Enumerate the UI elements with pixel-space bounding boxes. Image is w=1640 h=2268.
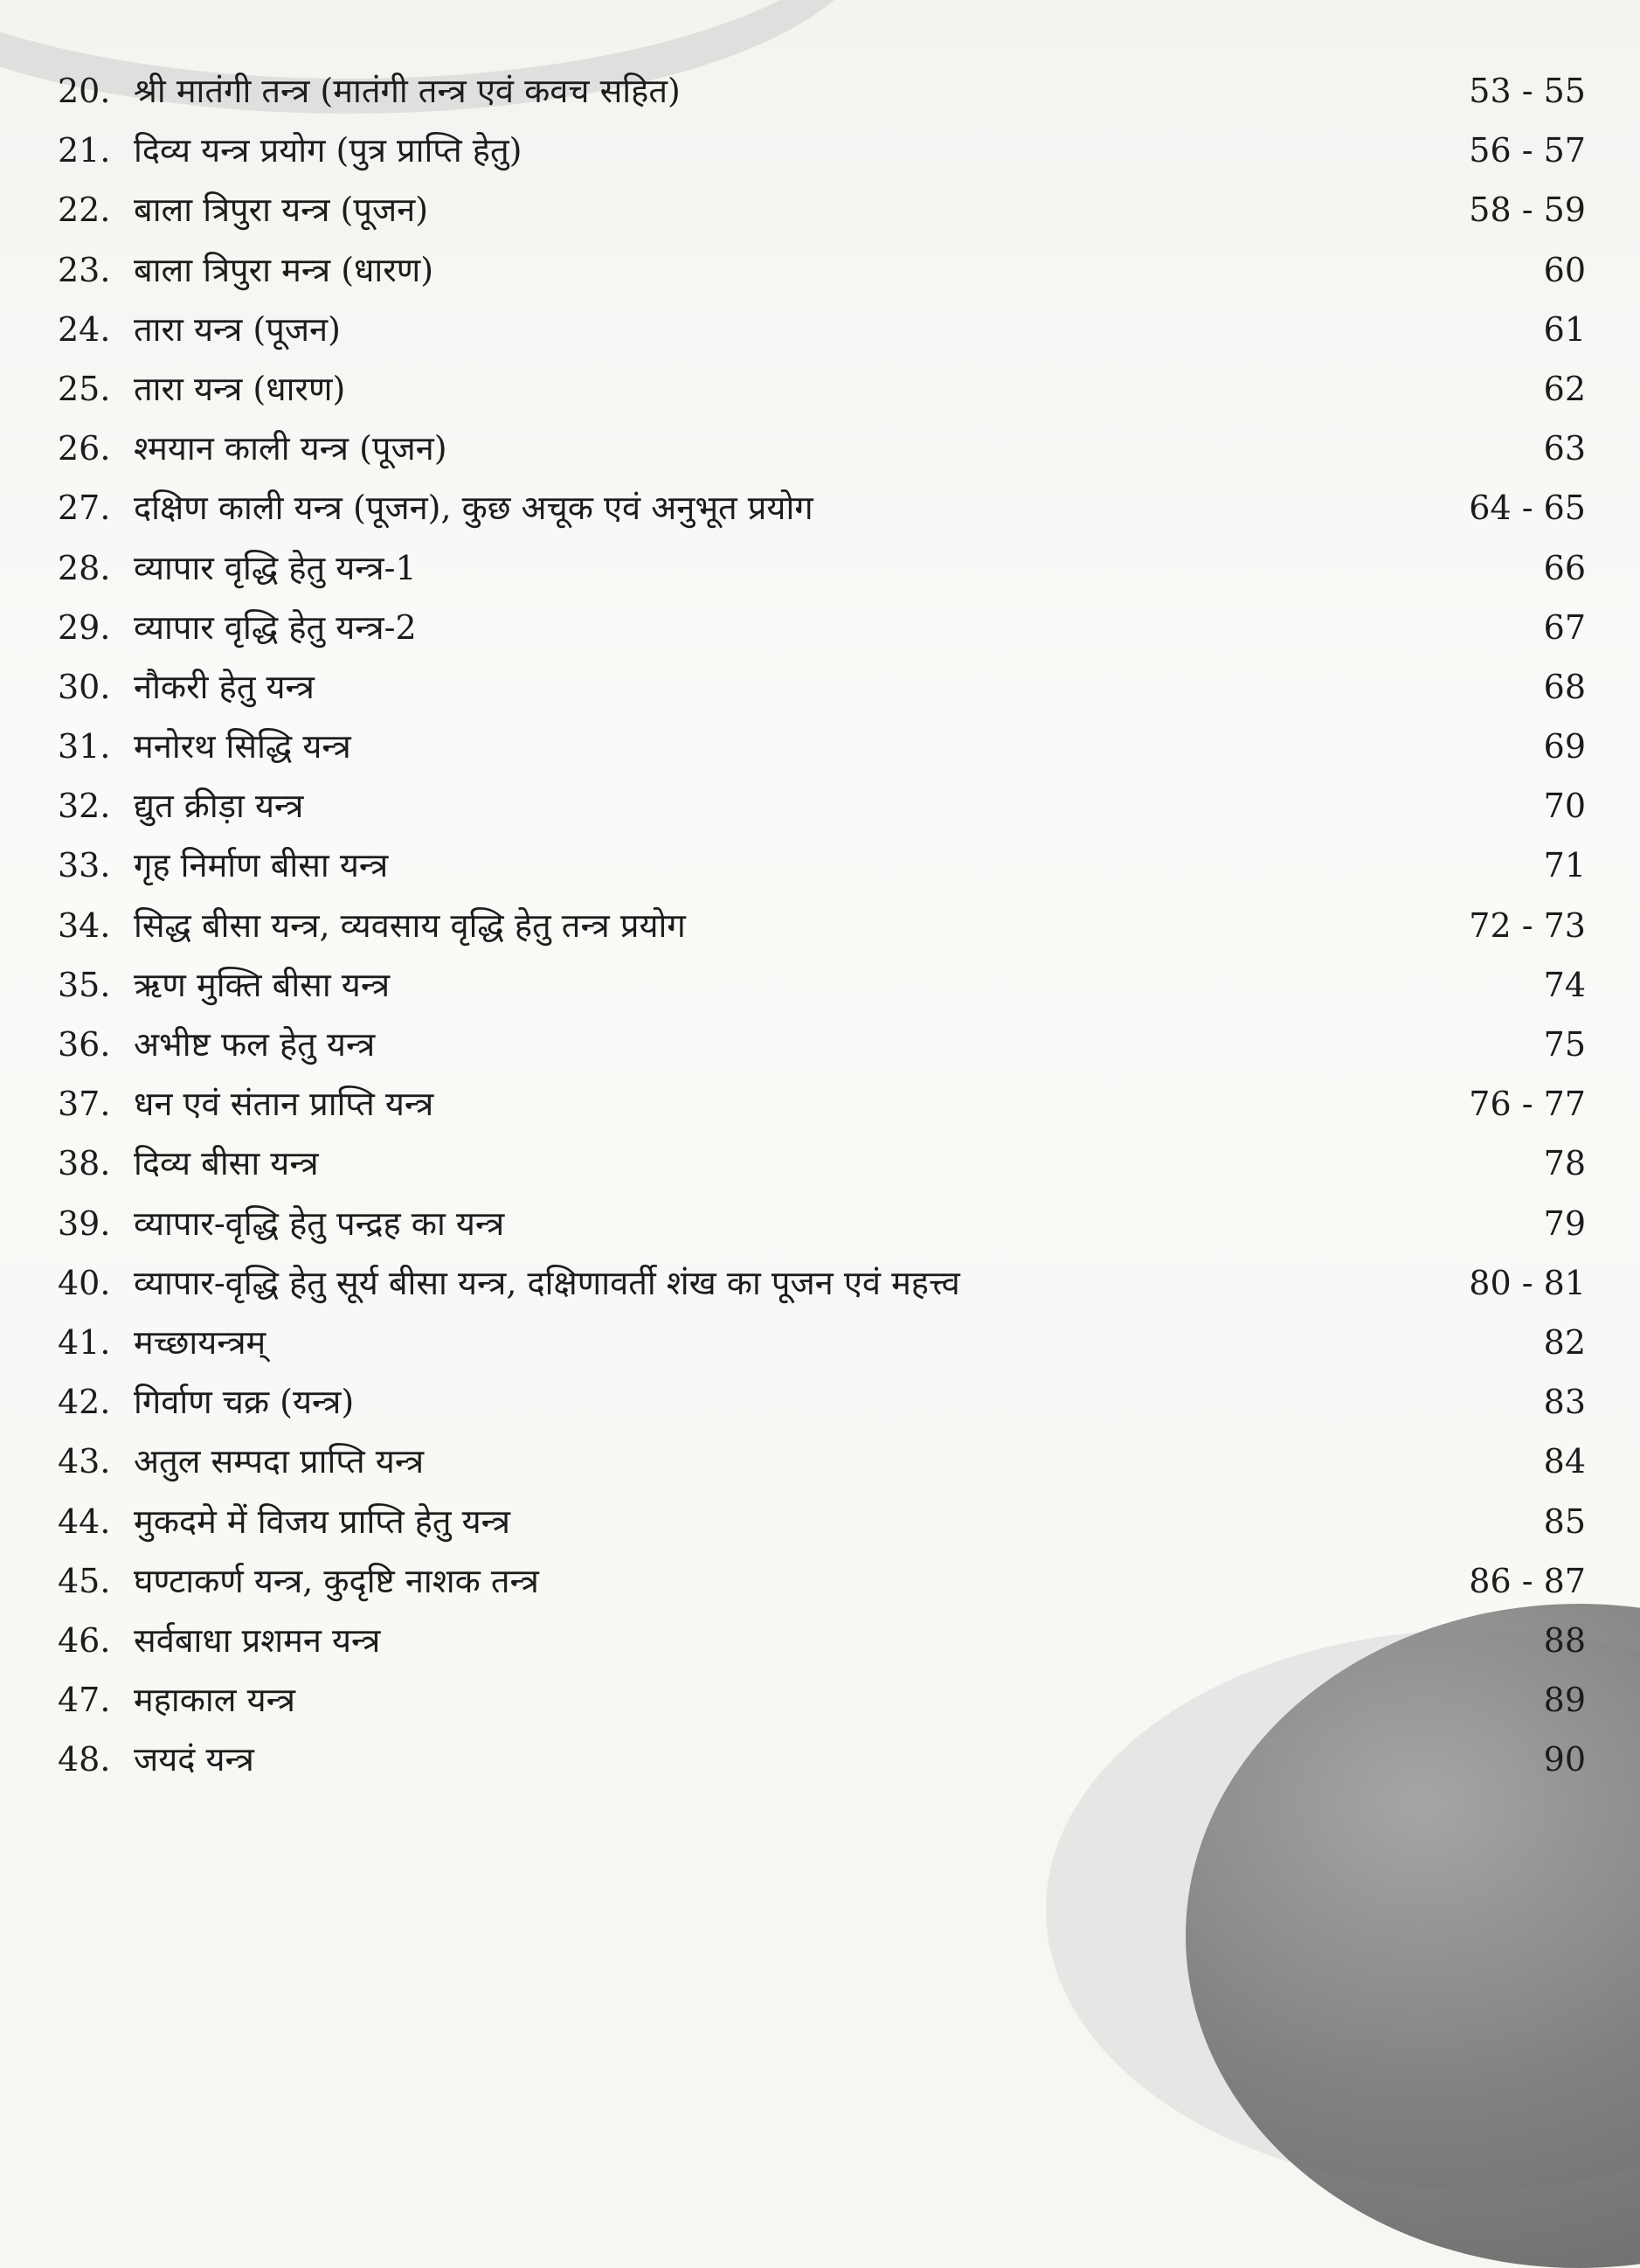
toc-entry-title: व्यापार-वृद्धि हेतु सूर्य बीसा यन्त्र, दक्षिणावर्ती शंख का पूजन एवं महत्त्व [134,1263,960,1302]
toc-entry-title: तारा यन्त्र (धारण) [134,369,346,408]
toc-entry-number: 45. [58,1561,111,1600]
toc-entry-number: 25. [58,369,111,408]
table-of-contents [0,61,1640,1789]
toc-entry [0,1313,1640,1372]
toc-entry-title: जयदं यन्त्र [134,1740,254,1779]
toc-entry-number: 29. [58,607,111,647]
toc-entry-page: 88 [1543,1620,1586,1660]
toc-entry-title: गिर्वाण चक्र (यन्त्र) [134,1383,355,1422]
toc-entry-number: 34. [58,905,111,945]
toc-entry [0,1551,1640,1611]
toc-entry-number: 44. [58,1502,111,1541]
toc-entry [0,1194,1640,1253]
toc-entry-number: 41. [58,1322,111,1362]
toc-entry [0,121,1640,180]
toc-entry-page: 66 [1543,548,1586,587]
toc-entry-title: व्यापार वृद्धि हेतु यन्त्र-1 [134,548,417,587]
toc-entry [0,955,1640,1015]
toc-entry [0,1492,1640,1551]
toc-entry-title: घण्टाकर्ण यन्त्र, कुदृष्टि नाशक तन्त्र [134,1561,539,1600]
toc-entry-title: बाला त्रिपुरा यन्त्र (पूजन) [134,191,429,230]
toc-entry-page: 85 [1543,1502,1586,1541]
toc-entry-page: 75 [1543,1025,1586,1064]
toc-entry-page: 78 [1543,1144,1586,1183]
toc-entry-number: 32. [58,787,111,826]
toc-entry-title: श्री मातंगी तन्त्र (मातंगी तन्त्र एवं कवच सहित) [134,72,681,110]
toc-entry-number: 33. [58,846,111,885]
toc-entry [0,1134,1640,1193]
toc-entry [0,1611,1640,1670]
toc-entry-title: अतुल सम्पदा प्राप्ति यन्त्र [134,1442,425,1481]
toc-entry-page: 69 [1543,727,1586,766]
toc-entry-page: 79 [1543,1203,1586,1243]
toc-entry-page: 74 [1543,965,1586,1004]
toc-entry-page: 68 [1543,667,1586,706]
toc-entry-page: 64 - 65 [1469,489,1586,528]
toc-entry-title: दिव्य यन्त्र प्रयोग (पुत्र प्राप्ति हेतु) [134,131,522,170]
toc-entry-number: 22. [58,191,111,230]
toc-entry-title: महाकाल यन्त्र [134,1681,295,1720]
toc-entry [0,657,1640,717]
toc-entry-page: 60 [1543,250,1586,289]
toc-entry-number: 23. [58,250,111,289]
toc-entry [0,1015,1640,1074]
toc-entry-title: ऋण मुक्ति बीसा यन्त्र [134,965,391,1004]
toc-entry-title: श्मयान काली यन्त्र (पूजन) [134,429,447,468]
toc-entry-title: अभीष्ट फल हेतु यन्त्र [134,1025,376,1064]
toc-entry-number: 43. [58,1442,111,1481]
toc-entry-number: 27. [58,489,111,528]
toc-entry-number: 26. [58,429,111,468]
toc-entry [0,300,1640,359]
toc-entry-page: 89 [1543,1681,1586,1720]
toc-entry-number: 20. [58,72,111,110]
toc-entry-number: 40. [58,1263,111,1302]
toc-entry-number: 39. [58,1203,111,1243]
toc-entry-title: व्यापार-वृद्धि हेतु पन्द्रह का यन्त्र [134,1203,505,1243]
toc-entry [0,836,1640,895]
toc-entry-title: धन एवं संतान प्राप्ति यन्त्र [134,1085,434,1124]
toc-entry-number: 37. [58,1085,111,1124]
toc-entry-number: 38. [58,1144,111,1183]
toc-entry-page: 56 - 57 [1469,131,1586,170]
toc-entry-page: 82 [1543,1322,1586,1362]
toc-entry-number: 35. [58,965,111,1004]
toc-entry [0,419,1640,478]
toc-entry [0,240,1640,300]
toc-entry-number: 36. [58,1025,111,1064]
toc-entry-title: तारा यन्त्र (पूजन) [134,309,341,349]
toc-entry-page: 80 - 81 [1469,1263,1586,1302]
toc-entry-page: 86 - 87 [1469,1561,1586,1600]
toc-entry-page: 76 - 77 [1469,1085,1586,1124]
toc-entry-title: दिव्य बीसा यन्त्र [134,1144,319,1183]
toc-entry-page: 67 [1543,607,1586,647]
toc-entry-page: 53 - 55 [1469,72,1586,110]
toc-entry-number: 42. [58,1383,111,1422]
toc-entry-title: सिद्ध बीसा यन्त्र, व्यवसाय वृद्धि हेतु तन्त्र प्रयोग [134,905,686,945]
toc-entry-number: 24. [58,309,111,349]
toc-entry-number: 31. [58,727,111,766]
toc-entry-page: 83 [1543,1383,1586,1422]
toc-entry-page: 58 - 59 [1469,191,1586,230]
toc-entry [0,1253,1640,1313]
toc-entry [0,61,1640,121]
toc-entry-number: 48. [58,1740,111,1779]
toc-entry [0,478,1640,538]
toc-entry-page: 62 [1543,369,1586,408]
toc-entry-page: 71 [1543,846,1586,885]
toc-entry-title: व्यापार वृद्धि हेतु यन्त्र-2 [134,607,417,647]
toc-entry-page: 61 [1543,309,1586,349]
toc-entry-page: 72 - 73 [1469,905,1586,945]
toc-entry-title: बाला त्रिपुरा मन्त्र (धारण) [134,250,434,289]
toc-entry [0,1670,1640,1730]
toc-entry [0,776,1640,836]
toc-entry-title: गृह निर्माण बीसा यन्त्र [134,846,389,885]
toc-entry-number: 30. [58,667,111,706]
toc-entry-title: नौकरी हेतु यन्त्र [134,667,315,706]
toc-entry-page: 90 [1543,1740,1586,1779]
toc-entry-title: सर्वबाधा प्रशमन यन्त्र [134,1620,381,1660]
toc-entry-title: दक्षिण काली यन्त्र (पूजन), कुछ अचूक एवं अनुभूत प्रयोग [134,489,813,528]
toc-entry [0,896,1640,955]
toc-entry [0,1432,1640,1491]
toc-entry-page: 70 [1543,787,1586,826]
toc-entry [0,1372,1640,1432]
toc-entry [0,598,1640,657]
toc-entry [0,180,1640,239]
toc-entry-number: 47. [58,1681,111,1720]
toc-entry-number: 28. [58,548,111,587]
toc-entry [0,538,1640,598]
toc-entry-title: मनोरथ सिद्धि यन्त्र [134,727,351,766]
toc-entry [0,717,1640,776]
toc-entry-title: मच्छायन्त्रम् [134,1322,266,1362]
toc-entry-page: 84 [1543,1442,1586,1481]
toc-entry-number: 21. [58,131,111,170]
toc-entry-title: मुकदमे में विजय प्राप्ति हेतु यन्त्र [134,1502,511,1541]
toc-entry-number: 46. [58,1620,111,1660]
toc-entry [0,359,1640,419]
toc-entry [0,1074,1640,1134]
toc-entry-page: 63 [1543,429,1586,468]
toc-entry [0,1730,1640,1789]
toc-entry-title: द्युत क्रीड़ा यन्त्र [134,787,304,826]
